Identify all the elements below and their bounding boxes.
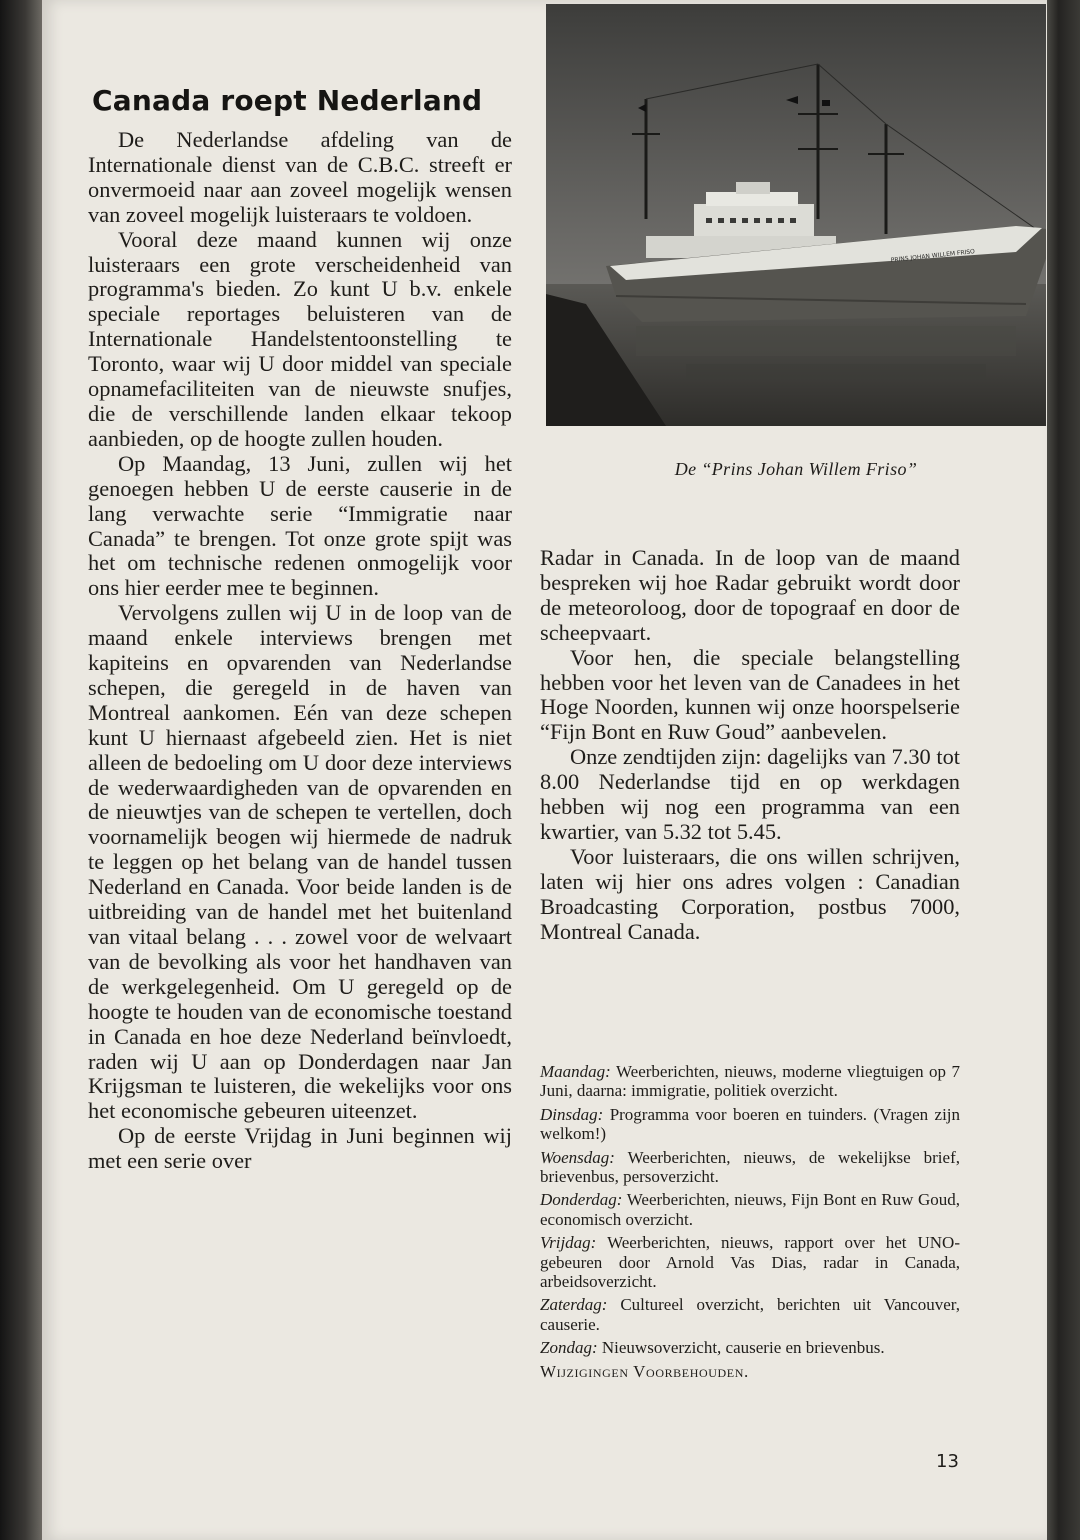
schedule-text: Weerberichten, nieuws, de wekelijkse brief, brievenbus, persoverzicht. [540, 1147, 960, 1187]
paragraph: Vervolgens zullen wij U in de loop van de maand enkele interviews brengen met kapiteins en opvarenden van Nederlandse schepen, die geregeld in de haven van Montreal aankomen. Eén van deze schepen kunt U hiernaast afgebeeld zien. Het is niet alleen de bedoeling om U door deze interviews de wederwaardigheden van de opvarenden en de nieuwtjes van de schepen te vertellen, doch voornamelijk beogen wij hiermede de nadruk te leggen op het belang van de handel tussen Nederland en Canada. Voor beide landen is de uitbreiding van de handel met het buitenland van vitaal belang . . . zowel voor de welvaart van de bevolking als voor het handhaven van de werkgelegenheid. Om U geregeld op de hoogte te houden van de economische toestand in Canada en hoe deze Nederland beïnvloedt, raden wij U aan op Donderdagen naar Jan Krijgsman te luisteren, die wekelijks voor ons het economische gebeuren uiteenzet. [88, 600, 512, 1124]
paragraph: Op de eerste Vrijdag in Juni beginnen wij met een serie over [88, 1123, 512, 1174]
schedule-day: Zondag: [540, 1338, 598, 1358]
right-column [540, 546, 960, 945]
schedule-text: Weerberichten, nieuws, Fijn Bont en Ruw Goud, economisch overzicht. [540, 1190, 960, 1229]
schedule-day: Zaterdag: [540, 1295, 608, 1315]
schedule-text: Cultureel overzicht, berichten uit Vancouver, causerie. [540, 1295, 960, 1334]
changes-reserved-notice: Wijzigingen Voorbehouden. [540, 1361, 749, 1381]
hull-lettering: PRINS JOHAN WILLEM FRISO [890, 248, 976, 264]
schedule-entry [540, 1105, 960, 1144]
paragraph: Voor luisteraars, die ons willen schrijven, laten wij hier ons adres volgen : Canadian Broadcasting Corporation, postbus 7000, Montreal Canada. [540, 843, 960, 944]
schedule-text: Weerberichten, nieuws, rapport over het UNO-gebeuren door Arnold Vas Dias, radar in Canada, arbeidsoverzicht. [540, 1233, 960, 1292]
page-number: 13 [936, 1451, 959, 1472]
schedule-entry [540, 1062, 960, 1101]
page-edge [1047, 0, 1080, 1540]
schedule-entry [540, 1295, 960, 1334]
paragraph: Op Maandag, 13 Juni, zullen wij het genoegen hebben U de eerste causerie in de lang verwachte serie “Immigratie naar Canada” te brengen. Tot onze grote spijt was het om technische redenen onmogelijk voor ons hier eerder mee te beginnen. [88, 450, 512, 601]
schedule-day: Dinsdag: [540, 1104, 604, 1124]
schedule-day: Vrijdag: [540, 1233, 597, 1253]
paragraph: Voor hen, die speciale belangstelling hebben voor het leven van de Canadees in het Hoge Noorden, kunnen wij onze hoorspelserie “Fijn Bont en Ruw Goud” aanbevelen. [540, 644, 960, 745]
article-title: Canada roept Nederland [92, 84, 483, 117]
paragraph: Radar in Canada. In de loop van de maand bespreken wij hoe Radar gebruikt wordt door de meteoroloog, door de topograaf en door de scheepvaart. [540, 545, 960, 645]
program-schedule [540, 1062, 960, 1381]
schedule-day: Maandag: [540, 1062, 611, 1081]
schedule-entry [540, 1190, 960, 1229]
schedule-text: Weerberichten, nieuws, moderne vliegtuigen op 7 Juni, daarna: immigratie, politiek overzicht. [540, 1062, 960, 1101]
schedule-day: Donderdag: [540, 1190, 623, 1210]
ship-photo [546, 4, 1046, 426]
schedule-text: Nieuwsoverzicht, causerie en brievenbus. [601, 1338, 885, 1358]
paragraph: Onze zendtijden zijn: dagelijks van 7.30 tot 8.00 Nederlandse tijd en op werkdagen hebben wij nog een programma van een kwartier, van 5.32 tot 5.45. [540, 744, 960, 844]
schedule-entry [540, 1148, 960, 1187]
paragraph: De Nederlandse afdeling van de Internationale dienst van de C.B.C. streeft er onvermoeid naar aan zoveel mogelijk wensen van zoveel mogelijk luisteraars te voldoen. [88, 127, 512, 227]
binding-shadow [0, 0, 42, 1540]
paragraph: Vooral deze maand kunnen wij onze luisteraars een grote verscheidenheid van programma's bieden. Zo kunt U b.v. enkele speciale reportages beluisteren van de Internationale Handelstentoonstelling te Toronto, waar wij U door middel van speciale opnamefaciliteiten van de nieuwste snufjes, die de verschillende landen elkaar tekoop aanbieden, op de hoogte zullen houden. [88, 226, 512, 451]
schedule-day: Woensdag: [540, 1147, 615, 1167]
left-column [88, 128, 512, 1174]
schedule-entry [540, 1233, 960, 1291]
schedule-entry [540, 1338, 960, 1357]
photo-caption: De “Prins Johan Willem Friso” [674, 459, 918, 479]
schedule-text: Programma voor boeren en tuinders. (Vragen zijn welkom!) [540, 1104, 961, 1144]
ship-illustration [546, 4, 1046, 426]
